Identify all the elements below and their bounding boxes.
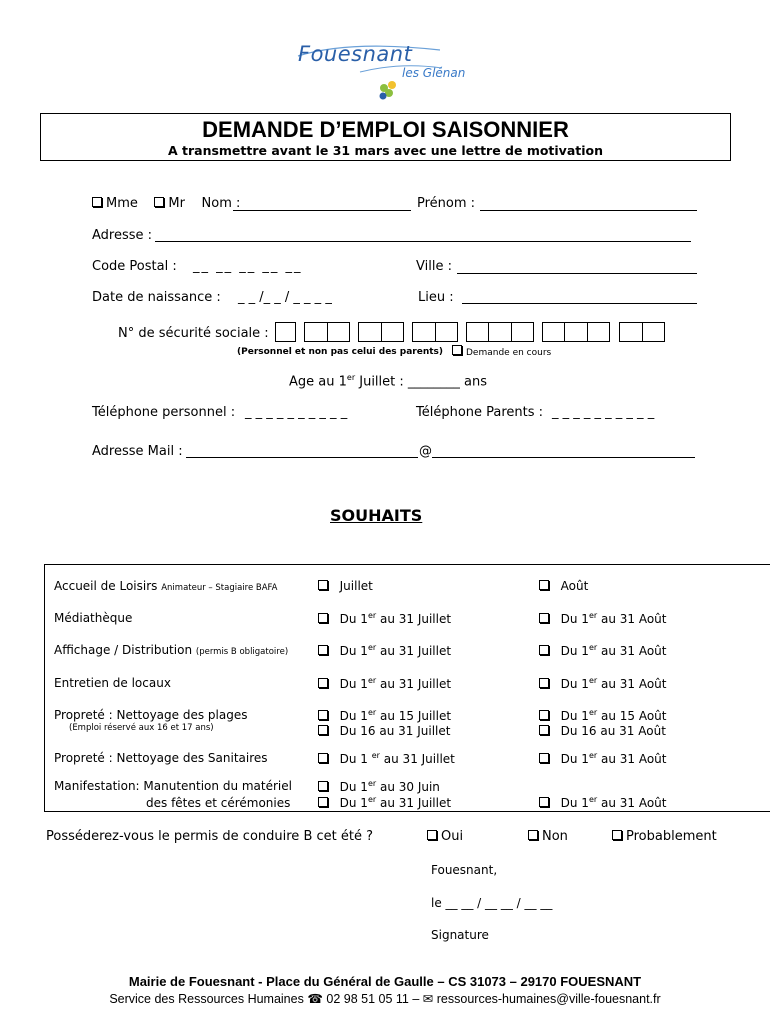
option-checkbox[interactable]: Du 1er au 31 Août bbox=[539, 643, 666, 658]
checkbox-icon bbox=[318, 678, 328, 688]
checkbox-icon bbox=[528, 830, 538, 840]
date-naissance-label: Date de naissance : bbox=[92, 290, 221, 305]
option-checkbox[interactable]: Du 1er au 31 Juillet bbox=[318, 795, 451, 810]
checkbox-icon bbox=[539, 613, 549, 623]
ssn-label: N° de sécurité sociale : bbox=[118, 326, 269, 341]
ssn-group-5[interactable] bbox=[466, 322, 534, 342]
tel-perso-field[interactable]: _ _ _ _ _ _ _ _ _ _ bbox=[245, 405, 348, 420]
permis-probablement-checkbox[interactable] bbox=[612, 829, 717, 844]
checkbox-icon bbox=[539, 797, 549, 807]
mail-icon: ✉ bbox=[422, 992, 434, 1006]
header-box bbox=[40, 113, 731, 161]
code-postal-field[interactable]: __ __ __ __ __ bbox=[193, 259, 303, 274]
ssn-group-7[interactable] bbox=[619, 322, 665, 342]
checkbox-icon bbox=[318, 797, 328, 807]
option-checkbox[interactable] bbox=[318, 579, 373, 593]
checkbox-icon bbox=[539, 753, 549, 763]
option-checkbox[interactable] bbox=[539, 724, 666, 738]
prenom-label: Prénom : bbox=[417, 196, 476, 211]
checkbox-icon bbox=[318, 710, 328, 720]
signature-date-field[interactable]: le __ __ / __ __ / __ __ bbox=[431, 896, 553, 910]
footer-email[interactable]: ressources-humaines@ville-fouesnant.fr bbox=[436, 992, 661, 1006]
permis-question: Posséderez-vous le permis de conduire B cet été ? bbox=[46, 829, 373, 844]
tel-perso-label: Téléphone personnel : bbox=[92, 405, 236, 420]
mail-at: @ bbox=[419, 444, 432, 459]
row-note: (Emploi réservé aux 16 et 17 ans) bbox=[69, 723, 214, 733]
row-label: Propreté : Nettoyage des plages bbox=[54, 708, 248, 722]
mr-checkbox[interactable] bbox=[154, 196, 185, 211]
mme-checkbox[interactable] bbox=[92, 196, 138, 211]
option-checkbox[interactable]: Du 1 $^{er}$ au 31 Juillet bbox=[318, 751, 455, 766]
checkbox-icon bbox=[318, 753, 328, 763]
permis-probablement-label: Probablement bbox=[626, 829, 717, 844]
age-field[interactable]: Juillet : ________ ans bbox=[355, 374, 488, 390]
option-checkbox[interactable]: Du 1er au 30 Juin bbox=[318, 779, 440, 794]
ssn-group-3[interactable] bbox=[358, 322, 404, 342]
option-checkbox[interactable]: Du 1er au 31 Juillet bbox=[318, 643, 451, 658]
permis-non-checkbox[interactable] bbox=[528, 829, 568, 844]
option-checkbox[interactable]: Du 1er au 31 Juillet bbox=[318, 676, 451, 691]
tel-parents-label: Téléphone Parents : bbox=[416, 405, 544, 420]
footer-phone: 02 98 51 05 11 – bbox=[326, 992, 420, 1006]
mail-field-user[interactable] bbox=[186, 457, 418, 458]
option-checkbox[interactable] bbox=[318, 724, 450, 738]
signature-label: Signature bbox=[431, 928, 489, 942]
logo-name: Fouesnant bbox=[298, 42, 413, 66]
checkbox-icon bbox=[539, 645, 549, 655]
page-title: DEMANDE D’EMPLOI SAISONNIER bbox=[202, 117, 569, 142]
mail-label: Adresse Mail : bbox=[92, 444, 183, 459]
option-checkbox[interactable]: Du 1er au 31 Août bbox=[539, 795, 666, 810]
ssn-group-6[interactable] bbox=[542, 322, 610, 342]
row-note: Animateur – Stagiaire BAFA bbox=[161, 583, 278, 593]
permis-non-label: Non bbox=[542, 829, 568, 844]
option-label: Du 16 au 31 Juillet bbox=[339, 724, 451, 738]
option-checkbox[interactable]: Du 1er au 31 Août bbox=[539, 611, 666, 626]
footer-contact bbox=[0, 991, 770, 1006]
row-label: Médiathèque bbox=[54, 611, 133, 625]
mr-label: Mr bbox=[168, 196, 185, 211]
option-checkbox[interactable]: Du 1er au 31 Août bbox=[539, 676, 666, 691]
mail-field-domain[interactable] bbox=[432, 457, 695, 458]
option-label: Juillet bbox=[339, 579, 373, 593]
checkbox-icon bbox=[539, 678, 549, 688]
option-checkbox[interactable]: Du 1er au 15 Août bbox=[539, 708, 666, 723]
footer-address: Mairie de Fouesnant - Place du Général de Gaulle – CS 31073 – 29170 FOUESNANT bbox=[128, 974, 642, 989]
ssn-pending-checkbox[interactable] bbox=[452, 345, 551, 358]
age-sup: er bbox=[346, 373, 356, 382]
checkbox-icon bbox=[318, 580, 328, 590]
prenom-field[interactable] bbox=[480, 210, 697, 211]
ville-label: Ville : bbox=[416, 259, 452, 274]
checkbox-icon bbox=[539, 580, 549, 590]
checkbox-icon bbox=[539, 725, 549, 735]
row-note: (permis B obligatoire) bbox=[195, 647, 289, 657]
permis-oui-label: Oui bbox=[441, 829, 464, 844]
option-checkbox[interactable]: Du 1er au 31 Juillet bbox=[318, 611, 451, 626]
option-checkbox[interactable]: Du 1er au 15 Juillet bbox=[318, 708, 451, 723]
checkbox-icon bbox=[318, 725, 328, 735]
age-label: Age au 1 bbox=[289, 374, 347, 390]
row-label: Propreté : Nettoyage des Sanitaires bbox=[54, 751, 268, 765]
checkbox-icon bbox=[539, 710, 549, 720]
permis-oui-checkbox[interactable] bbox=[427, 829, 463, 844]
code-postal-label: Code Postal : bbox=[92, 259, 177, 274]
phone-icon: ☎ bbox=[307, 992, 323, 1006]
souhaits-title: SOUHAITS bbox=[330, 506, 423, 525]
ssn-group-2[interactable] bbox=[304, 322, 350, 342]
option-label: Août bbox=[560, 579, 589, 593]
souhaits-table bbox=[44, 564, 770, 812]
option-label: Du 16 au 31 Août bbox=[560, 724, 666, 738]
ssn-pending-label: Demande en cours bbox=[466, 348, 552, 358]
ssn-group-4[interactable] bbox=[412, 322, 458, 342]
ssn-note: (Personnel et non pas celui des parents) bbox=[237, 347, 444, 357]
adresse-label: Adresse : bbox=[92, 228, 153, 243]
row-label: Accueil de Loisirs bbox=[54, 579, 158, 593]
footer-service: Service des Ressources Humaines bbox=[109, 992, 304, 1006]
signature-place: Fouesnant, bbox=[431, 863, 498, 877]
date-naissance-field[interactable]: _ _ /_ _ / _ _ _ _ bbox=[238, 290, 332, 305]
option-checkbox[interactable]: Du 1er au 31 Août bbox=[539, 751, 666, 766]
lieu-field[interactable] bbox=[462, 303, 697, 304]
row-label: Affichage / Distribution bbox=[54, 643, 193, 657]
checkbox-icon bbox=[318, 645, 328, 655]
civility-row bbox=[92, 196, 240, 211]
lieu-label: Lieu : bbox=[418, 290, 454, 305]
nom-label: Nom : bbox=[201, 196, 241, 211]
adresse-field[interactable] bbox=[155, 241, 691, 242]
logo-sub: les Glénan bbox=[402, 66, 466, 80]
row-label: Entretien de locaux bbox=[54, 676, 171, 690]
checkbox-icon bbox=[612, 830, 622, 840]
option-checkbox[interactable] bbox=[539, 579, 588, 593]
nom-field[interactable] bbox=[233, 210, 411, 211]
tel-parents-field[interactable]: _ _ _ _ _ _ _ _ _ _ bbox=[552, 405, 655, 420]
checkbox-icon bbox=[318, 613, 328, 623]
checkbox-icon bbox=[452, 345, 462, 355]
age-row bbox=[289, 373, 487, 389]
page-subtitle: A transmettre avant le 31 mars avec une lettre de motivation bbox=[167, 143, 604, 158]
logo bbox=[290, 38, 480, 104]
row-label: Manifestation: Manutention du matériel bbox=[54, 779, 292, 793]
row-label-cont: des fêtes et cérémonies bbox=[146, 796, 291, 810]
checkbox-icon bbox=[92, 197, 102, 207]
ville-field[interactable] bbox=[457, 273, 697, 274]
checkbox-icon bbox=[154, 197, 164, 207]
checkbox-icon bbox=[427, 830, 437, 840]
mme-label: Mme bbox=[106, 196, 138, 211]
checkbox-icon bbox=[318, 781, 328, 791]
ssn-group-1[interactable] bbox=[275, 322, 296, 342]
